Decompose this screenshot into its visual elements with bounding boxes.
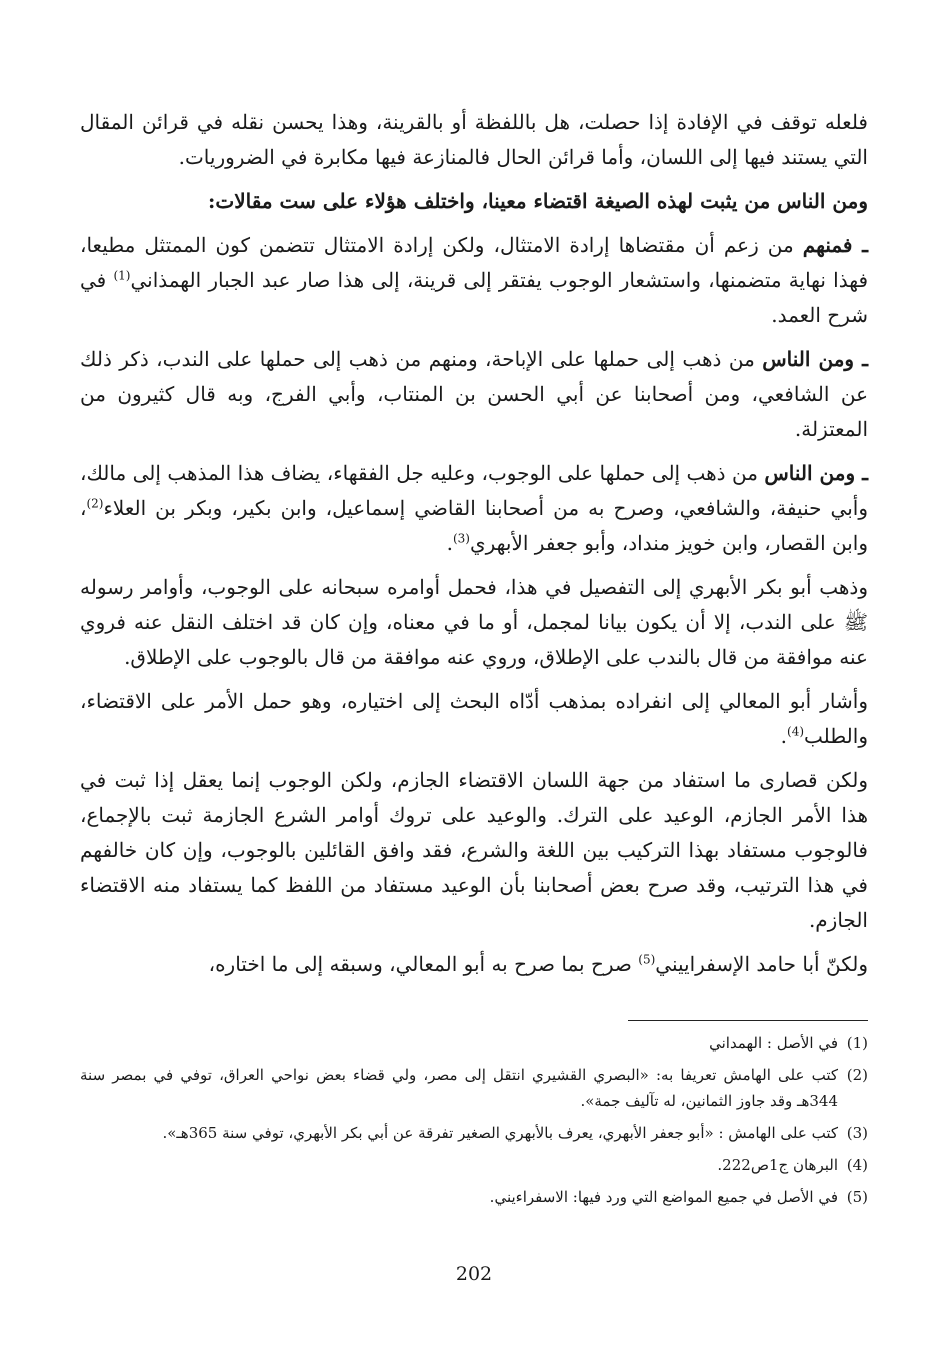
footnote-ref-5: (5)	[638, 952, 656, 967]
paragraph-3-lead: ـ فمنهم	[802, 233, 868, 257]
paragraph-9	[80, 947, 868, 982]
paragraph-2-heading: ومن الناس من يثبت لهذه الصيغة اقتضاء معينا، واختلف هؤلاء على ست مقالات:	[207, 189, 868, 213]
footnote	[80, 1184, 868, 1210]
footnote-number: (4)	[846, 1156, 868, 1174]
main-text	[80, 105, 868, 991]
paragraph-9-text-after: صرح بما صرح به أبو المعالي، وسبقه إلى ما اختاره،	[208, 952, 639, 976]
footnotes	[80, 1030, 868, 1216]
paragraph-8	[80, 763, 868, 938]
footnote-number: (2)	[846, 1066, 868, 1084]
footnote-text: البرهان ج1ص222.	[717, 1156, 838, 1174]
paragraph-1-text: فلعله توقف في الإفادة إذا حصلت، هل باللفظة أو بالقرينة، وهذا يحسن نقله في قرائن المقال التي يستند فيها إلى اللسان، وأما قرائن الحال فالمنازعة فيها مكابرة في الضروريات.	[80, 110, 868, 169]
footnote	[80, 1152, 868, 1178]
footnote	[80, 1030, 868, 1056]
paragraph-7	[80, 684, 868, 754]
footnote-separator	[628, 1020, 868, 1021]
footnote-text: كتب على الهامش : «أبو جعفر الأبهري، يعرف بالأبهري الصغير تفرقة عن أبي بكر الأبهري، توفي سنة 365هـ».	[162, 1124, 838, 1142]
paragraph-5-text: من ذهب إلى حملها على الوجوب، وعليه جل الفقهاء، يضاف هذا المذهب إلى مالك، وأبي حنيفة، والشافعي، وصرح به من أصحابنا القاضي إسماعيل، وابن بكير، وبكر بن العلاء	[80, 461, 868, 520]
paragraph-7-text-after: .	[780, 724, 787, 748]
paragraph-6	[80, 570, 868, 675]
footnote-number: (3)	[846, 1124, 868, 1142]
paragraph-4	[80, 342, 868, 447]
paragraph-3	[80, 228, 868, 333]
paragraph-5-lead: ـ ومن الناس	[764, 461, 869, 485]
footnote	[80, 1120, 868, 1146]
paragraph-5-text-after: ، وابن القصار، وابن خويز منداد، وأبو جعفر الأبهري	[80, 496, 868, 555]
paragraph-3-text-after: في شرح العمد.	[80, 268, 868, 327]
paragraph-3-text: من زعم أن مقتضاها إرادة الامتثال، ولكن إرادة الامتثال تتضمن كون الممتثل مطيعا، فهذا نهاية متضمنها، واستشعار الوجوب يفتقر إلى قرينة، إلى هذا صار عبد الجبار الهمذاني	[80, 233, 868, 292]
footnote-text: كتب على الهامش تعريفا به: «البصري القشيري انتقل إلى مصر، ولي قضاء بعض نواحي العراق، توفي في بمصر سنة 344هـ وقد جاوز الثمانين، له تآليف جمة».	[80, 1066, 838, 1110]
paragraph-2	[80, 184, 868, 219]
paragraph-5-text-after-2: .	[446, 531, 453, 555]
page-number: 202	[455, 1263, 493, 1285]
footnote-number: (5)	[846, 1188, 868, 1206]
footnote-ref-4: (4)	[787, 724, 805, 739]
paragraph-5	[80, 456, 868, 561]
paragraph-4-text: من ذهب إلى حملها على الإباحة، ومنهم من ذهب إلى حملها على الندب، ذكر ذلك عن الشافعي، ومن أصحابنا عن أبي الحسن بن المنتاب، وأبي الفرج، وبه قال كثيرون من المعتزلة.	[80, 347, 868, 441]
footnote-ref-1: (1)	[113, 268, 131, 283]
paragraph-1	[80, 105, 868, 175]
paragraph-4-lead: ـ ومن الناس	[762, 347, 868, 371]
footnote-text: في الأصل في جميع المواضع التي ورد فيها: الاسفراءيني.	[489, 1188, 838, 1206]
footnote-ref-2: (2)	[86, 496, 104, 511]
footnote-ref-3: (3)	[452, 531, 470, 546]
footnote	[80, 1062, 868, 1114]
paragraph-9-text: ولكنّ أبا حامد الإسفراييني	[655, 952, 868, 976]
paragraph-8-text: ولكن قصارى ما استفاد من جهة اللسان الاقتضاء الجازم، ولكن الوجوب إنما يعقل إذا ثبت في هذا الأمر الجازم، الوعيد على الترك. والوعيد على تروك أوامر الشرع الجازمة ثبت بالإجماع، فالوجوب مستفاد بهذا التركيب بين اللغة والشرع، فقد وافق القائلين بالوجوب، وإن كان خالفهم في هذا الترتيب، وقد صرح بعض أصحابنا بأن الوعيد مستفاد من اللفظ كما يستفاد منه الاقتضاء الجازم.	[80, 768, 868, 932]
footnote-number: (1)	[846, 1034, 868, 1052]
footnote-text: في الأصل : الهمداني	[709, 1034, 838, 1052]
paragraph-6-text: وذهب أبو بكر الأبهري إلى التفصيل في هذا، فحمل أوامره سبحانه على الوجوب، وأوامر رسوله ﷺ على الندب، إلا أن يكون بيانا لمجمل، أو ما في معناه، وإن كان قد اختلف النقل عنه فروي عنه موافقة من قال بالندب على الإطلاق، وروي عنه موافقة من قال بالوجوب على الإطلاق.	[80, 575, 868, 669]
paragraph-7-text: وأشار أبو المعالي إلى انفراده بمذهب أدّاه البحث إلى اختياره، وهو حمل الأمر على الاقتضاء، والطلب	[80, 689, 868, 748]
